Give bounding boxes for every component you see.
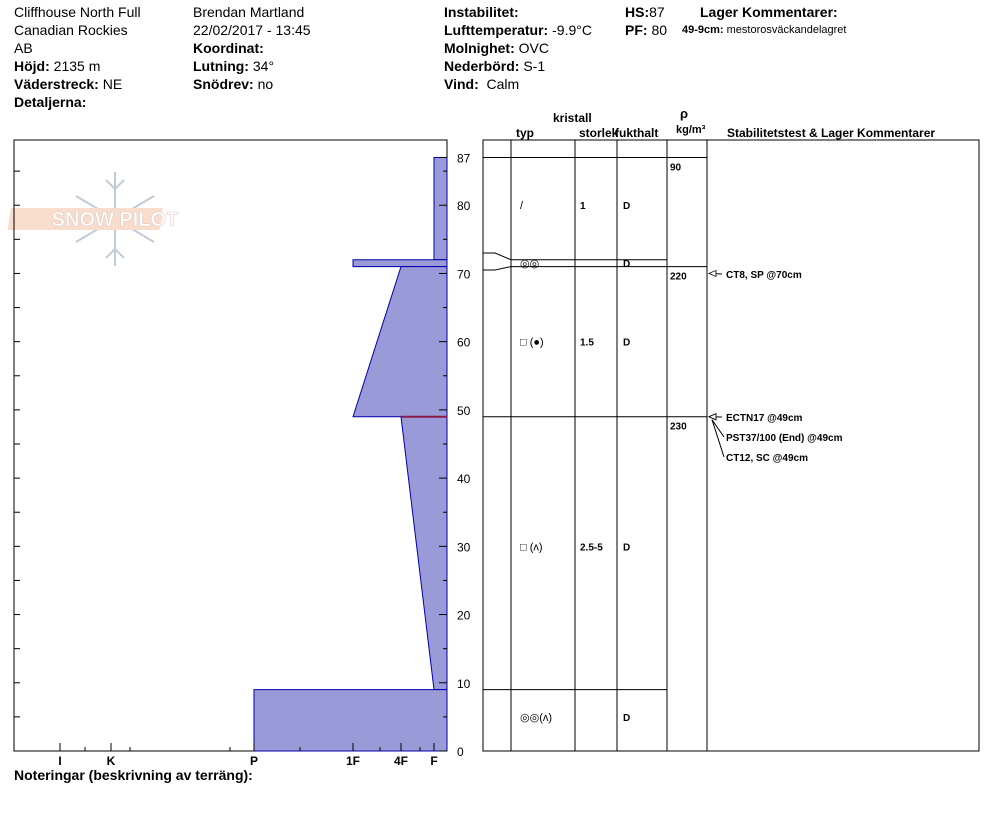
moisture-value: D xyxy=(623,201,631,213)
hardness-tick-label: 1F xyxy=(345,754,361,768)
aspect-value: NE xyxy=(102,76,123,92)
grain-type-symbol: ◎◎(ʌ) xyxy=(520,711,553,724)
slope-value: 34° xyxy=(252,58,275,74)
hardness-segment xyxy=(353,260,447,267)
layer-comments-label: Lager Kommentarer: xyxy=(700,4,838,20)
stability-arrowhead xyxy=(709,414,716,420)
depth-tick-label: 30 xyxy=(457,540,471,555)
col-rho: ρ xyxy=(680,106,689,121)
depth-tick-label: 80 xyxy=(457,199,471,214)
depth-tick-label: 60 xyxy=(457,335,471,350)
layer-comment-depth: 49-9cm: xyxy=(682,24,724,36)
table-frame xyxy=(483,140,979,751)
density-value: 90 xyxy=(670,162,682,174)
elevation-value: 2135 m xyxy=(53,58,101,74)
stability-arrowhead xyxy=(709,270,716,276)
density-value: 220 xyxy=(670,271,687,283)
hs-value: 87 xyxy=(649,4,665,20)
elevation-label: Höjd: xyxy=(14,58,50,74)
state: AB xyxy=(14,40,33,56)
snowpilot-logo xyxy=(8,172,179,266)
logo-text: SNOW PILOT xyxy=(51,209,179,231)
precip-value: S-1 xyxy=(523,58,546,74)
layer-table xyxy=(483,140,979,751)
col-moisture: fukthalt xyxy=(615,126,659,140)
layer-connector xyxy=(483,253,511,260)
depth-tick-label: 70 xyxy=(457,267,471,282)
stability-test-label: CT12, SC @49cm xyxy=(726,453,809,464)
col-density-unit: kg/m³ xyxy=(676,124,706,136)
hardness-segment xyxy=(353,267,447,417)
sky-label: Molnighet: xyxy=(444,40,515,56)
layer-comment-text: mestorosväckandelagret xyxy=(726,24,847,36)
grain-size: 1 xyxy=(580,201,586,213)
pf-label: PF: xyxy=(625,22,648,38)
hardness-tick-label: 4F xyxy=(393,754,409,768)
left-edge-ticks xyxy=(14,171,20,717)
wind-value: Calm xyxy=(486,76,520,92)
stability-test-label: PST37/100 (End) @49cm xyxy=(726,433,843,444)
wind-loading-label: Snödrev: xyxy=(193,76,254,92)
air-temp-label: Lufttemperatur: xyxy=(444,22,549,38)
hardness-tick-label: F xyxy=(430,754,438,768)
hardness-segment xyxy=(434,157,447,259)
depth-tick-label: 50 xyxy=(457,403,471,418)
layer-connector xyxy=(483,267,511,270)
hardness-segment xyxy=(254,690,447,751)
location-name: Cliffhouse North Full xyxy=(14,4,141,20)
col-size: storlek xyxy=(579,126,619,140)
hardness-tick-label: P xyxy=(249,754,259,768)
grain-size: 1.5 xyxy=(580,337,594,349)
stability-test-label: CT8, SP @70cm xyxy=(726,270,802,281)
depth-tick-label: 10 xyxy=(457,676,471,691)
wind-loading-value: no xyxy=(257,76,274,92)
instability-label: Instabilitet: xyxy=(444,4,519,20)
moisture-value: D xyxy=(623,259,631,271)
slope-label: Lutning: xyxy=(193,58,249,74)
moisture-value: D xyxy=(623,337,631,349)
col-type: typ xyxy=(516,126,534,140)
pf-value: 80 xyxy=(651,22,668,38)
stability-leader xyxy=(712,420,724,457)
mountain-range: Canadian Rockies xyxy=(14,22,128,38)
depth-tick-label: 40 xyxy=(457,472,471,487)
observer-name: Brendan Martland xyxy=(193,4,305,20)
hardness-tick-label: I xyxy=(58,754,62,768)
wind-label: Vind: xyxy=(444,76,479,92)
hardness-plot-frame xyxy=(14,140,447,751)
air-temp-value: -9.9°C xyxy=(552,22,592,38)
col-crystal: kristall xyxy=(553,111,592,125)
sky-value: OVC xyxy=(518,40,549,56)
grain-type-symbol: ◎◎ xyxy=(520,258,540,271)
grain-size: 2.5-5 xyxy=(580,542,603,554)
moisture-value: D xyxy=(623,712,631,724)
grain-type-symbol: □ (ʌ) xyxy=(520,541,543,554)
hs-label: HS: xyxy=(625,4,650,20)
depth-tick-label: 20 xyxy=(457,608,471,623)
col-stability: Stabilitetstest & Lager Kommentarer xyxy=(727,126,936,140)
depth-tick-label: 87 xyxy=(457,151,471,166)
density-value: 230 xyxy=(670,421,687,433)
depth-tick-label: 0 xyxy=(457,745,464,759)
aspect-label: Väderstreck: xyxy=(14,76,99,92)
precip-label: Nederbörd: xyxy=(444,58,520,74)
grain-type-symbol: / xyxy=(520,200,524,213)
stability-leader xyxy=(712,420,724,437)
coordinate-label: Koordinat: xyxy=(193,40,264,56)
grain-type-symbol: □ (●) xyxy=(520,336,544,349)
hardness-segment xyxy=(401,417,447,690)
hardness-tick-label: K xyxy=(106,754,116,768)
moisture-value: D xyxy=(623,542,631,554)
hardness-profile xyxy=(254,157,447,751)
observation-datetime: 22/02/2017 - 13:45 xyxy=(193,22,311,38)
details-label: Detaljerna: xyxy=(14,94,87,110)
stability-test-label: ECTN17 @49cm xyxy=(726,413,803,424)
terrain-notes-label: Noteringar (beskrivning av terräng): xyxy=(14,767,253,783)
stability-tests xyxy=(709,270,843,464)
